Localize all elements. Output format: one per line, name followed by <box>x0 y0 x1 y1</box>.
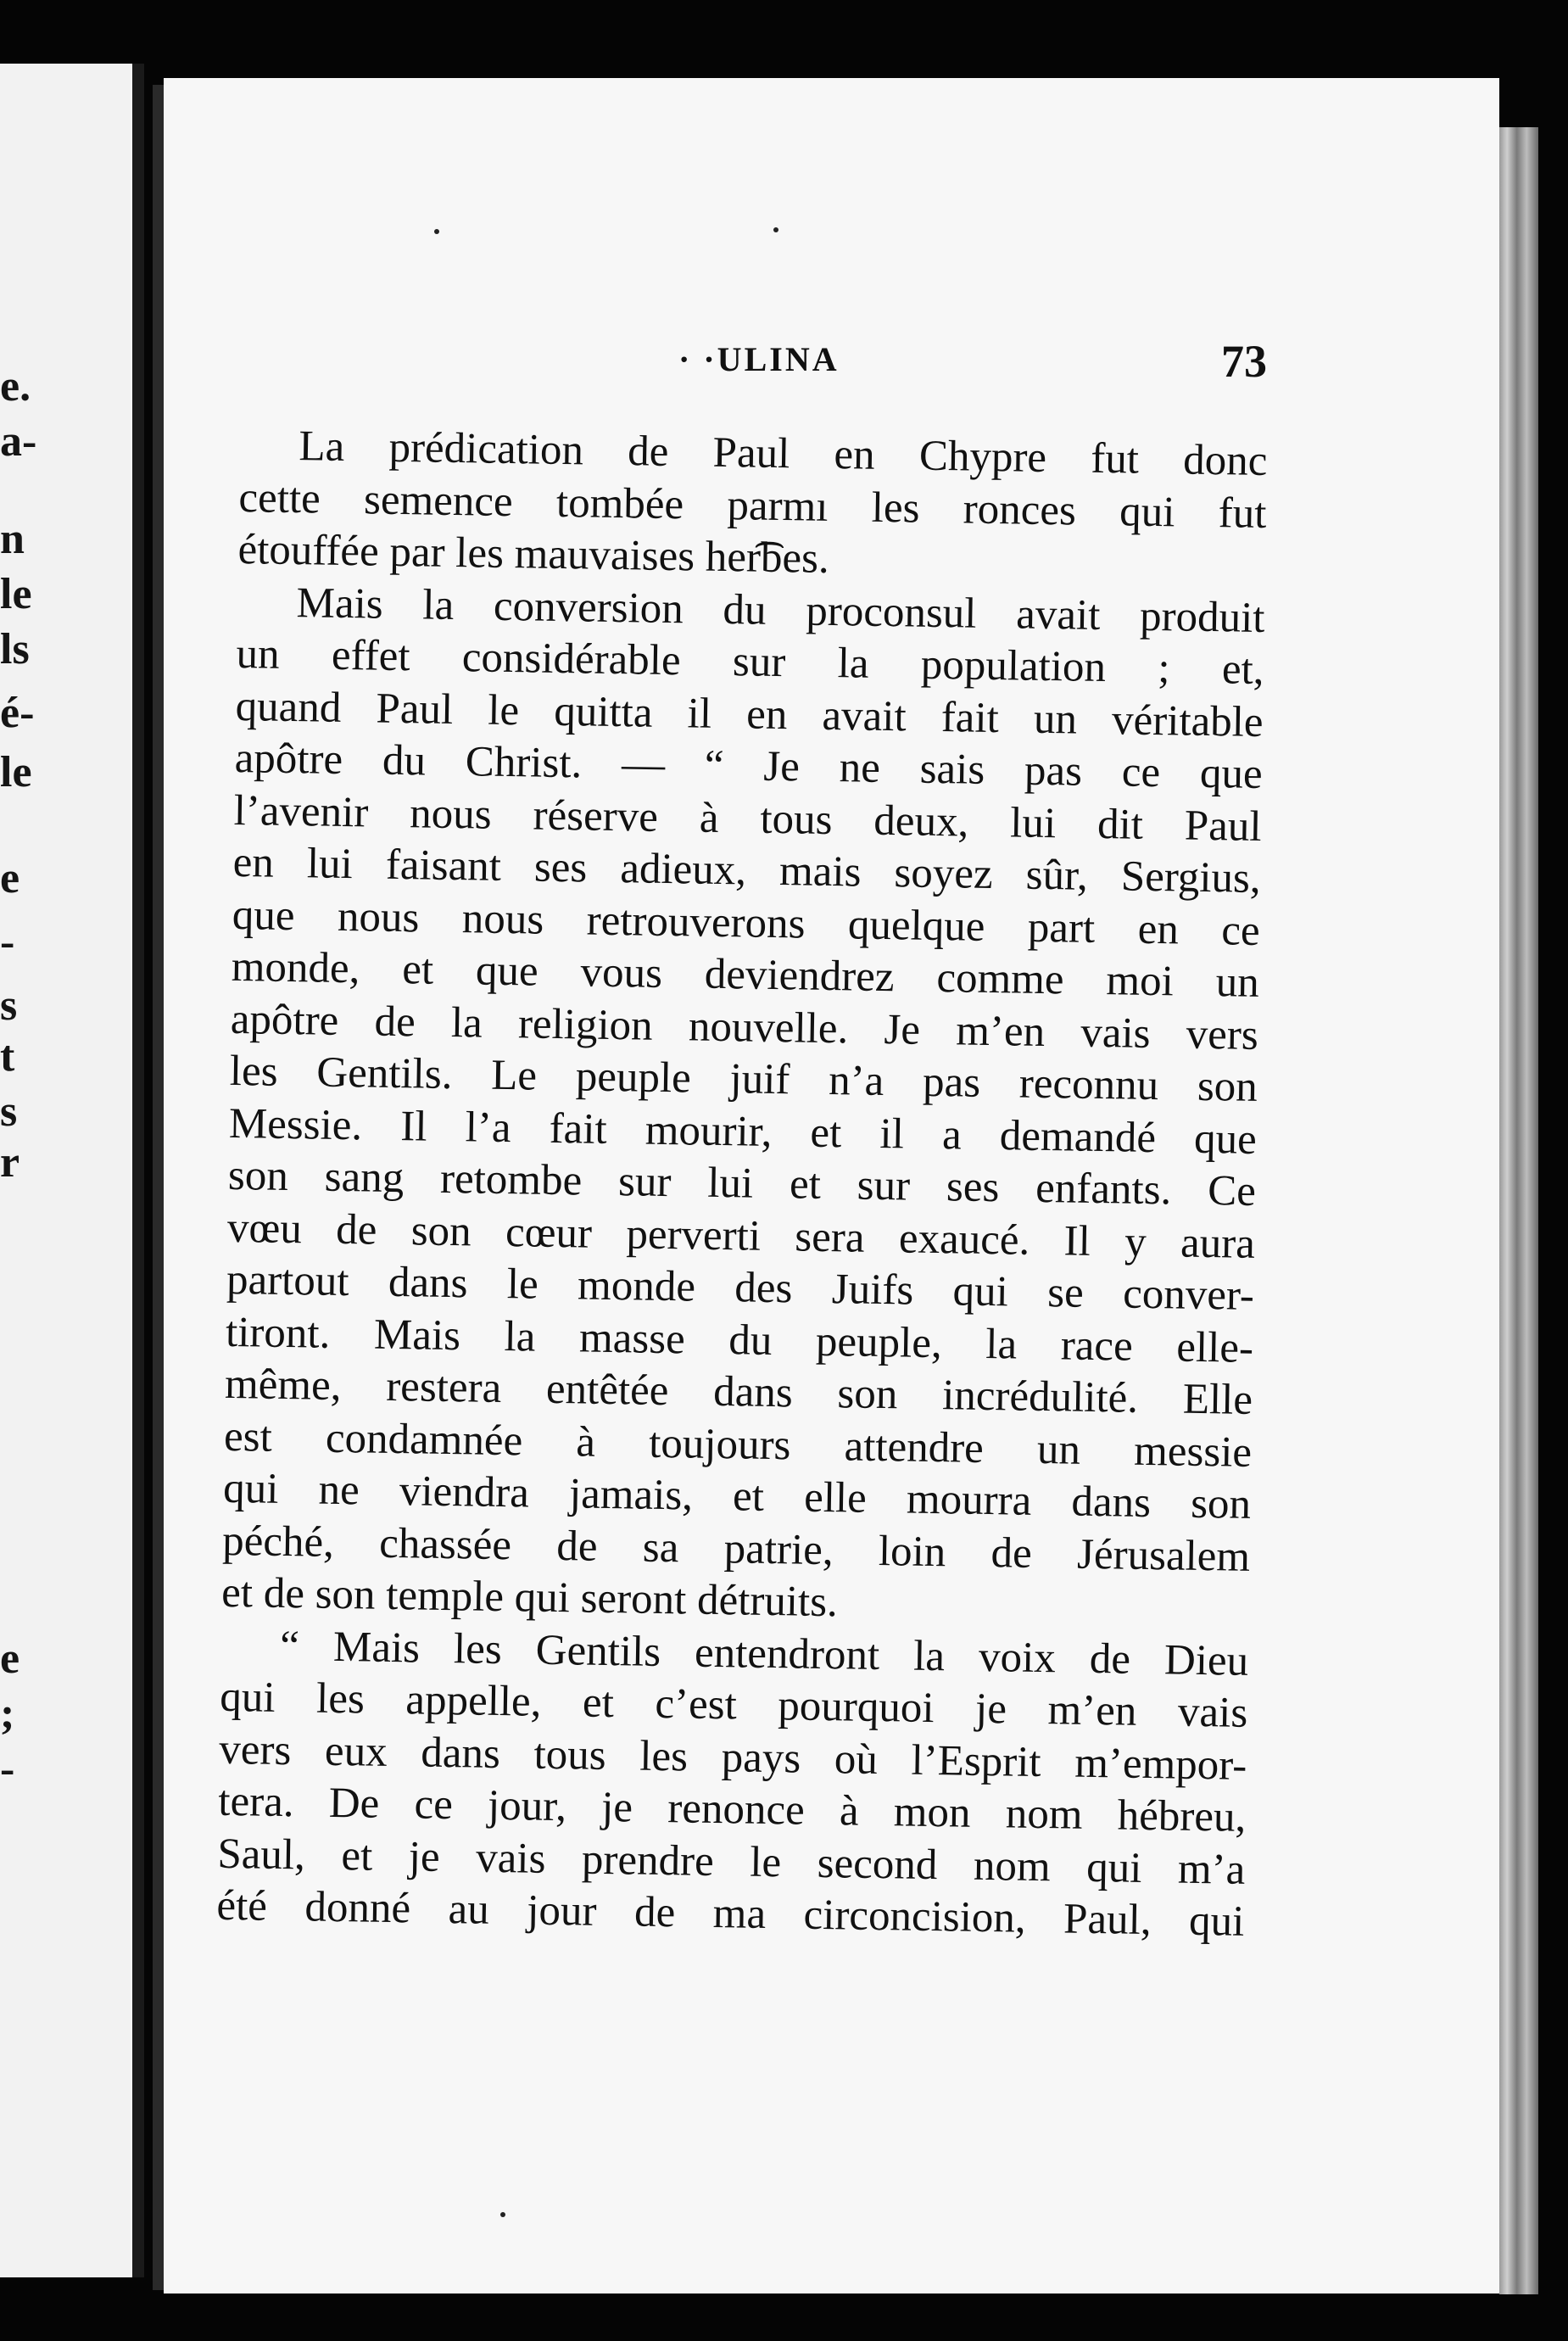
text-line: est condamnée à toujours attendre un messie <box>223 1412 1253 1477</box>
text-line: qui les appelle, et c’est pourquoi je m’en vais <box>219 1673 1248 1737</box>
text-line: Mais la conversion du proconsul avait produit <box>296 578 1265 642</box>
left-page-fragment: ls <box>0 625 30 673</box>
left-page-fragment: é- <box>0 689 35 737</box>
text-line: apôtre du Christ. — “ Je ne sais pas ce que <box>234 734 1264 798</box>
text-line: Messie. Il l’a fait mourir, et il a demandé que <box>228 1099 1258 1164</box>
text-line: un effet considérable sur la population ; et, <box>236 629 1264 694</box>
left-page-fragment: e. <box>0 362 31 411</box>
scan-speck <box>434 229 439 234</box>
text-line: La prédication de Paul en Chypre fut donc <box>299 422 1268 486</box>
text-line: et de son temple qui seront détruits. <box>220 1568 839 1627</box>
text-line: même, restera entêtée dans son incrédulité. Elle <box>224 1360 1253 1424</box>
left-page-fragment: r <box>0 1138 20 1187</box>
left-page-fragment: s <box>0 1087 18 1136</box>
left-page-fragment: - <box>0 918 15 966</box>
text-line: son sang retombe sur lui et sur ses enfants. Ce <box>227 1151 1257 1215</box>
text-line: partout dans le monde des Juifs qui se conver- <box>226 1255 1255 1320</box>
text-line: péché, chassée de sa patrie, loin de Jérusalem <box>221 1517 1251 1581</box>
text-line: vers eux dans tous les pays où l’Esprit m’empor- <box>218 1725 1247 1790</box>
left-page-fragment: le <box>0 748 32 796</box>
text-line: l’avenir nous réserve à tous deux, lui dit Paul <box>233 786 1263 851</box>
left-page-fragment: e <box>0 854 20 902</box>
text-line: Saul, et je vais prendre le second nom qui m’a <box>217 1830 1246 1894</box>
text-line: tera. De ce jour, je renonce à mon nom hébreu, <box>217 1777 1247 1841</box>
scan-speck <box>773 227 778 232</box>
text-line: les Gentils. Le peuple juif n’a pas reconnu son <box>229 1047 1258 1111</box>
text-line: “ Mais les Gentils entendront la voix de Dieu <box>279 1622 1249 1685</box>
left-page-fragment: t <box>0 1032 15 1081</box>
text-line: que nous nous retrouverons quelque part en ce <box>232 891 1261 955</box>
text-line: vœu de son cœur perverti sera exaucé. Il y aura <box>226 1204 1256 1268</box>
scan-speck <box>500 2212 505 2217</box>
left-page-fragment: - <box>0 1745 15 1793</box>
text-line: étouffée par les mauvaises her͡bes. <box>237 525 830 583</box>
text-line: en lui faisant ses adieux, mais soyez sûr, Sergius, <box>232 838 1262 902</box>
running-head: · ·ULINA <box>678 340 840 378</box>
body-text <box>216 420 1268 1948</box>
left-page-fragment: le <box>0 570 32 618</box>
text-line: cette semence tombée parmı les ronces qui fut <box>238 473 1267 538</box>
text-line: quand Paul le quitta il en avait fait un véritable <box>235 682 1264 746</box>
gutter-shadow <box>132 64 144 2277</box>
page-number: 73 <box>1221 336 1267 387</box>
text-line: tiront. Mais la masse du peuple, la race elle- <box>225 1308 1254 1372</box>
left-page-fragment: s <box>0 981 18 1030</box>
text-line: monde, et que vous deviendrez comme moi un <box>231 942 1260 1007</box>
left-page-fragment: ; <box>0 1690 15 1738</box>
text-line: apôtre de la religion nouvelle. Je m’en vais vers <box>230 995 1259 1059</box>
page-edge-stack <box>1499 127 1538 2294</box>
left-page-fragment: n <box>0 515 25 563</box>
text-line: qui ne viendra jamais, et elle mourra dans son <box>222 1464 1252 1528</box>
book-spine <box>153 85 164 2290</box>
text-line: été donné au jour de ma circoncision, Paul, qui <box>216 1881 1245 1946</box>
left-facing-page <box>0 64 144 2277</box>
left-page-fragment: e <box>0 1634 20 1683</box>
left-page-fragment: a- <box>0 417 37 466</box>
